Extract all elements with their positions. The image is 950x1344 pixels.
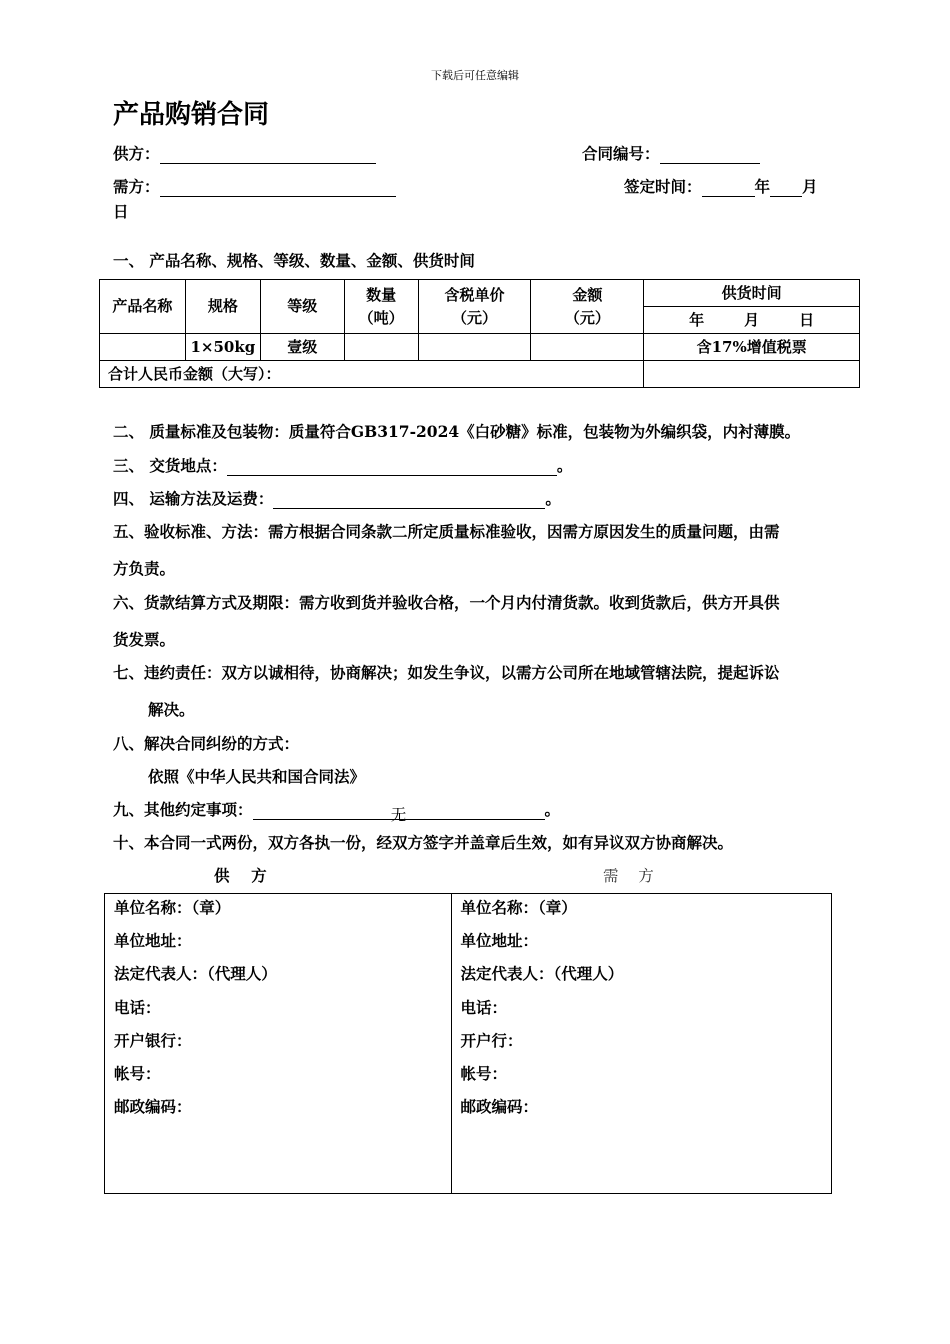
header-note: 下载后可任意编辑 xyxy=(431,69,519,82)
supplier-bank[interactable]: 开户银行： xyxy=(114,1030,192,1050)
table-total-row xyxy=(100,361,860,388)
header-quantity: 数量 （吨） xyxy=(344,280,418,334)
page-title: 产品购销合同 xyxy=(113,100,270,130)
clause-3-period: 。 xyxy=(556,456,573,475)
supplier-label: 供方： xyxy=(113,144,160,163)
buyer-title: 需 方 xyxy=(603,867,654,885)
buyer-label: 需方： xyxy=(113,177,160,196)
supplier-company-name[interactable]: 单位名称：（章） xyxy=(114,898,231,917)
cell-tax: 含17%增值税票 xyxy=(644,334,860,361)
contract-no-blank[interactable] xyxy=(660,147,760,164)
buyer-company-name[interactable]: 单位名称：（章） xyxy=(460,898,577,917)
section1-heading: 一、 产品名称、规格、等级、数量、金额、供货时间 xyxy=(113,251,475,270)
delivery-place-blank[interactable] xyxy=(227,459,557,476)
table-row xyxy=(100,334,860,361)
clause-7-line2: 解决。 xyxy=(148,700,195,719)
header-amount: 金额 （元） xyxy=(531,280,644,334)
cell-spec: 1×50kg xyxy=(185,334,260,361)
supplier-account[interactable]: 帐号： xyxy=(114,1063,161,1083)
sign-month-blank[interactable] xyxy=(770,180,802,197)
clause-6-line2: 货发票。 xyxy=(113,630,176,649)
transport-blank[interactable] xyxy=(273,492,545,509)
clause-8-line2: 依照《中华人民共和国合同法》 xyxy=(148,767,366,786)
signature-table xyxy=(104,893,832,1194)
cell-quantity[interactable] xyxy=(344,334,418,361)
cell-price[interactable] xyxy=(418,334,531,361)
contract-no-field xyxy=(582,142,760,164)
buyer-field xyxy=(113,175,396,197)
clause-9 xyxy=(113,798,561,824)
other-terms-value[interactable]: 无 xyxy=(253,803,545,820)
supplier-blank[interactable] xyxy=(160,147,376,164)
buyer-blank[interactable] xyxy=(160,180,396,197)
clause-4 xyxy=(113,487,561,509)
supplier-field xyxy=(113,142,376,164)
total-amount-label: 合计人民币金额（大写）： xyxy=(100,361,644,388)
clause-3 xyxy=(113,454,572,476)
clause-9-period: 。 xyxy=(544,800,561,819)
clause-2: 二、 质量标准及包装物：质量符合GB317-2024《白砂糖》标准，包装物为外编织袋，内衬薄膜。 xyxy=(113,422,801,441)
year-label: 年 xyxy=(754,177,771,196)
supplier-legal-rep[interactable]: 法定代表人：（代理人） xyxy=(114,964,277,984)
clause-4-period: 。 xyxy=(545,489,561,508)
buyer-legal-rep[interactable]: 法定代表人：（代理人） xyxy=(460,964,624,984)
cell-name[interactable] xyxy=(100,334,186,361)
clause-10: 十、本合同一式两份，双方各执一份，经双方签字并盖章后生效，如有异议双方协商解决。 xyxy=(113,833,734,852)
product-table xyxy=(99,279,860,388)
supplier-postcode[interactable]: 邮政编码： xyxy=(114,1097,192,1117)
contract-no-label: 合同编号： xyxy=(582,144,660,163)
clause-7-line1: 七、违约责任：双方以诚相待，协商解决；如发生争议，以需方公司所在地域管辖法院，提起诉讼 xyxy=(113,663,780,682)
header-supply-time: 供货时间 xyxy=(644,280,860,307)
clause-9-label: 九、其他约定事项： xyxy=(113,800,253,819)
header-grade: 等级 xyxy=(260,280,344,334)
cell-amount[interactable] xyxy=(531,334,644,361)
buyer-phone[interactable]: 电话： xyxy=(460,997,508,1017)
day-label: 日 xyxy=(113,202,129,221)
clause-8-line1: 八、解决合同纠纷的方式： xyxy=(113,734,300,753)
header-supply-date: 年 月 日 xyxy=(644,307,860,334)
sign-time-field xyxy=(624,175,818,197)
clause-5-line1: 五、验收标准、方法：需方根据合同条款二所定质量标准验收，因需方原因发生的质量问题，由需 xyxy=(113,522,780,541)
buyer-postcode[interactable]: 邮政编码： xyxy=(460,1097,539,1117)
supplier-phone[interactable]: 电话： xyxy=(114,997,161,1017)
clause-6-line1: 六、货款结算方式及期限：需方收到货并验收合格，一个月内付清货款。收到货款后，供方开具供 xyxy=(113,593,780,612)
buyer-bank[interactable]: 开户行： xyxy=(460,1030,523,1050)
buyer-account[interactable]: 帐号： xyxy=(460,1063,508,1083)
clause-3-label: 三、 交货地点： xyxy=(113,456,227,475)
buyer-info-cell xyxy=(451,894,831,1194)
buyer-address[interactable]: 单位地址： xyxy=(460,931,539,951)
sign-year-blank[interactable] xyxy=(702,180,755,197)
header-name: 产品名称 xyxy=(100,280,186,334)
supplier-address[interactable]: 单位地址： xyxy=(114,931,192,951)
clause-4-label: 四、 运输方法及运费： xyxy=(113,489,274,508)
clause-5-line2: 方负责。 xyxy=(113,559,176,578)
supplier-title: 供 方 xyxy=(214,866,267,885)
sign-time-label: 签定时间： xyxy=(624,177,702,196)
supplier-info-cell xyxy=(105,894,452,1194)
header-spec: 规格 xyxy=(185,280,260,334)
total-amount-cell[interactable] xyxy=(644,361,860,388)
month-label: 月 xyxy=(802,177,818,196)
header-price: 含税单价 （元） xyxy=(418,280,531,334)
table-header-row xyxy=(100,280,860,307)
cell-grade: 壹级 xyxy=(260,334,344,361)
